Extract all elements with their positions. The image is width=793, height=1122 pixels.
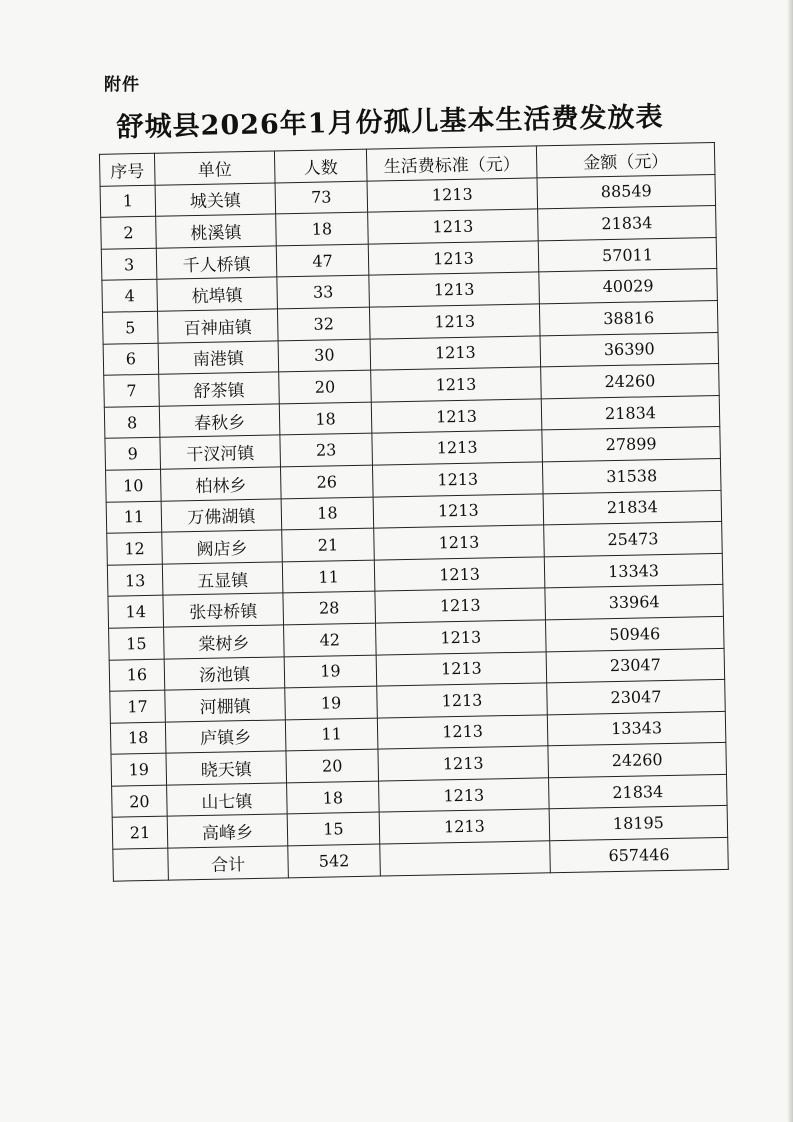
header-people: 人数 <box>274 149 367 182</box>
cell-serial: 12 <box>107 532 163 565</box>
cell-unit: 高峰乡 <box>167 814 288 848</box>
cell-serial: 9 <box>105 438 161 471</box>
cell-people: 18 <box>281 497 374 530</box>
cell-people: 32 <box>277 307 370 340</box>
cell-unit: 晓天镇 <box>166 751 287 785</box>
cell-amount: 21834 <box>538 206 717 241</box>
cell-people: 19 <box>285 686 378 719</box>
cell-unit: 张母桥镇 <box>163 593 284 627</box>
total-cell-people: 542 <box>288 844 381 877</box>
cell-amount: 18195 <box>549 806 728 841</box>
cell-people: 42 <box>284 623 377 656</box>
cell-amount: 24260 <box>548 743 727 778</box>
cell-standard: 1213 <box>378 746 549 781</box>
cell-serial: 3 <box>101 248 157 281</box>
cell-unit: 庐镇乡 <box>165 720 286 754</box>
cell-unit: 南港镇 <box>158 340 279 374</box>
cell-standard: 1213 <box>371 399 542 434</box>
header-amount: 金额（元） <box>536 143 715 178</box>
cell-serial: 20 <box>112 785 168 818</box>
cell-amount: 23047 <box>546 648 725 683</box>
cell-unit: 柏林乡 <box>161 467 282 501</box>
cell-amount: 21834 <box>543 490 722 525</box>
cell-serial: 14 <box>108 595 164 628</box>
cell-standard: 1213 <box>376 651 547 686</box>
cell-standard: 1213 <box>376 620 547 655</box>
cell-serial: 21 <box>112 817 168 850</box>
cell-people: 18 <box>287 781 380 814</box>
allowance-table <box>99 142 729 881</box>
cell-unit: 阙店乡 <box>162 530 283 564</box>
cell-serial: 19 <box>111 753 167 786</box>
cell-people: 11 <box>285 718 378 751</box>
cell-unit: 春秋乡 <box>159 404 280 438</box>
allowance-table-container <box>99 142 728 881</box>
cell-standard: 1213 <box>369 272 540 307</box>
cell-standard: 1213 <box>374 525 545 560</box>
cell-people: 18 <box>279 402 372 435</box>
cell-serial: 11 <box>106 501 162 534</box>
cell-people: 21 <box>282 528 375 561</box>
cell-amount: 33964 <box>545 585 724 620</box>
cell-serial: 5 <box>102 311 158 344</box>
header-serial: 序号 <box>99 153 155 186</box>
cell-unit: 棠树乡 <box>164 625 285 659</box>
cell-unit: 山七镇 <box>167 783 288 817</box>
cell-amount: 21834 <box>549 774 728 809</box>
cell-unit: 城关镇 <box>155 183 276 217</box>
cell-people: 26 <box>280 465 373 498</box>
total-cell-unit: 合计 <box>168 846 289 880</box>
cell-standard: 1213 <box>371 367 542 402</box>
cell-unit: 万佛湖镇 <box>161 498 282 532</box>
cell-amount: 38816 <box>539 300 718 335</box>
cell-people: 23 <box>280 433 373 466</box>
cell-standard: 1213 <box>377 683 548 718</box>
paper-edge-shadow <box>787 0 793 1122</box>
cell-people: 30 <box>278 339 371 372</box>
cell-amount: 23047 <box>547 680 726 715</box>
cell-standard: 1213 <box>368 209 539 244</box>
table-body <box>100 174 728 881</box>
cell-standard: 1213 <box>370 335 541 370</box>
cell-standard: 1213 <box>372 462 543 497</box>
cell-serial: 10 <box>106 469 162 502</box>
cell-serial: 18 <box>110 722 166 755</box>
cell-serial: 7 <box>104 374 160 407</box>
total-cell-serial <box>113 848 169 881</box>
cell-standard: 1213 <box>367 178 538 213</box>
cell-unit: 河棚镇 <box>165 688 286 722</box>
total-cell-amount: 657446 <box>550 837 729 872</box>
cell-serial: 16 <box>109 659 165 692</box>
cell-standard: 1213 <box>373 493 544 528</box>
total-cell-standard <box>380 841 551 876</box>
cell-amount: 27899 <box>542 427 721 462</box>
cell-people: 47 <box>276 244 369 277</box>
cell-standard: 1213 <box>375 588 546 623</box>
cell-people: 73 <box>275 181 368 214</box>
cell-unit: 舒茶镇 <box>159 372 280 406</box>
cell-amount: 50946 <box>545 616 724 651</box>
cell-amount: 25473 <box>544 522 723 557</box>
cell-unit: 五显镇 <box>162 562 283 596</box>
cell-amount: 24260 <box>541 364 720 399</box>
cell-people: 19 <box>284 655 377 688</box>
document-title: 舒城县2026年1月份孤儿基本生活费发放表 <box>116 101 664 144</box>
cell-unit: 百神庙镇 <box>157 309 278 343</box>
cell-standard: 1213 <box>377 715 548 750</box>
cell-people: 18 <box>276 212 369 245</box>
cell-amount: 40029 <box>539 269 718 304</box>
header-unit: 单位 <box>154 151 275 185</box>
cell-serial: 2 <box>101 216 157 249</box>
cell-amount: 31538 <box>542 458 721 493</box>
cell-unit: 干汊河镇 <box>160 435 281 469</box>
cell-unit: 杭埠镇 <box>157 277 278 311</box>
cell-people: 20 <box>286 749 379 782</box>
cell-people: 33 <box>277 276 370 309</box>
header-standard: 生活费标准（元） <box>366 146 537 181</box>
cell-amount: 57011 <box>538 237 717 272</box>
cell-amount: 21834 <box>541 395 720 430</box>
cell-unit: 千人桥镇 <box>156 246 277 280</box>
cell-standard: 1213 <box>368 241 539 276</box>
attachment-label: 附件 <box>104 75 140 95</box>
cell-serial: 13 <box>107 564 163 597</box>
cell-standard: 1213 <box>372 430 543 465</box>
cell-serial: 15 <box>109 627 165 660</box>
cell-serial: 1 <box>100 185 156 218</box>
cell-serial: 4 <box>102 280 158 313</box>
cell-people: 11 <box>282 560 375 593</box>
cell-standard: 1213 <box>374 557 545 592</box>
cell-serial: 6 <box>103 343 159 376</box>
cell-unit: 汤池镇 <box>164 656 285 690</box>
cell-amount: 88549 <box>537 174 716 209</box>
cell-serial: 8 <box>104 406 160 439</box>
cell-amount: 36390 <box>540 332 719 367</box>
cell-people: 15 <box>287 813 380 846</box>
cell-amount: 13343 <box>544 553 723 588</box>
cell-unit: 桃溪镇 <box>156 214 277 248</box>
cell-standard: 1213 <box>379 778 550 813</box>
cell-people: 20 <box>279 370 372 403</box>
cell-people: 28 <box>283 591 376 624</box>
cell-amount: 13343 <box>547 711 726 746</box>
cell-standard: 1213 <box>379 809 550 844</box>
cell-standard: 1213 <box>369 304 540 339</box>
cell-serial: 17 <box>110 690 166 723</box>
